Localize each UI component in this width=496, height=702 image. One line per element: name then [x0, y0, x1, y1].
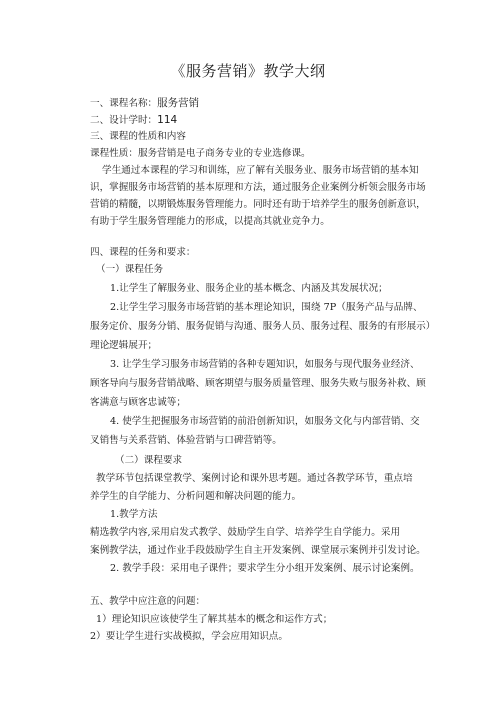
task-3-line-3: 客满意与顾客忠诚等；: [90, 397, 186, 408]
teaching-method-heading: 1.教学方法: [110, 509, 158, 520]
teaching-means-line: 2. 教学手段：采用电子课件；要求学生分小组开发案例、展示讨论案例。: [110, 563, 420, 574]
document-title: 《服务营销》教学大纲: [170, 62, 326, 80]
task-3-line-2: 顾客导向与服务营销战略、顾客期望与服务质量管理、服务失败与服务补救、顾: [90, 378, 426, 389]
course-content-line-4: 有助于学生服务管理能力的形成，以提高其就业竞争力。: [90, 216, 330, 227]
section-4-heading: 四、课程的任务和要求：: [90, 247, 196, 258]
task-2-line-2: 服务定价、服务分销、服务促销与沟通、服务人员、服务过程、服务的有形展示）: [90, 321, 436, 332]
task-4-line-1: 4. 使学生把握服务市场营销的前沿创新知识，如服务文化与内部营销、交: [110, 416, 420, 427]
task-3-line-1: 3. 让学生学习服务市场营销的各种专题知识，如服务与现代服务业经济、: [110, 359, 420, 370]
task-2-line-3: 理论逻辑展开；: [90, 340, 158, 351]
task-2-line-1: 2.让学生学习服务市场营销的基本理论知识，围绕 7P（服务产品与品牌、: [110, 302, 423, 313]
subsection-task-heading: （一）课程任务: [96, 264, 164, 275]
teaching-method-line-1: 精选教学内容,采用启发式教学、鼓励学生自学、培养学生自学能力。采用: [90, 527, 401, 538]
course-content-line-1: 学生通过本课程的学习和训练，应了解有关服务业、服务市场营销的基本知: [102, 165, 419, 176]
section-5-heading: 五、教学中应注意的问题：: [90, 596, 206, 607]
task-4-line-2: 叉销售与关系营销、体验营销与口碑营销等。: [90, 435, 282, 446]
subsection-requirement-heading: （二）课程要求: [115, 455, 183, 466]
course-name-line: [90, 97, 199, 110]
requirement-line-2: 养学生的自学能力、分析问题和解决问题的能力。: [90, 491, 302, 502]
design-hours-value: 114: [157, 114, 178, 126]
task-1-line: 1.让学生了解服务业、服务企业的基本概念、内涵及其发展状况；: [110, 283, 388, 294]
course-content-line-2: 识，掌握服务市场营销的基本原理和方法，通过服务企业案例分析领会服务市场: [90, 182, 426, 193]
issue-1-line: 1）理论知识应该使学生了解其基本的概念和运作方式；: [96, 614, 333, 625]
section-3-heading: 三、课程的性质和内容: [90, 131, 186, 142]
teaching-method-line-2: 案例教学法，通过作业手段鼓励学生自主开发案例、课堂展示案例并引发讨论。: [90, 545, 426, 556]
issue-2-line: 2）要让学生进行实战模拟，学会应用知识点。: [90, 631, 288, 642]
course-name-value: 服务营销: [157, 97, 200, 109]
course-name-label: 一、课程名称：: [90, 98, 158, 109]
course-nature-line: 课程性质：服务营销是电子商务专业的专业选修课。: [90, 148, 311, 159]
design-hours-line: [90, 114, 177, 127]
course-content-line-3: 营销的精髓，以期锻炼服务管理能力。同时还有助于培养学生的服务创新意识，: [90, 199, 426, 210]
design-hours-label: 二、设计学时：: [90, 115, 158, 126]
requirement-line-1: 教学环节包括课堂教学、案例讨论和课外思考题。通过各教学环节，重点培: [96, 473, 413, 484]
